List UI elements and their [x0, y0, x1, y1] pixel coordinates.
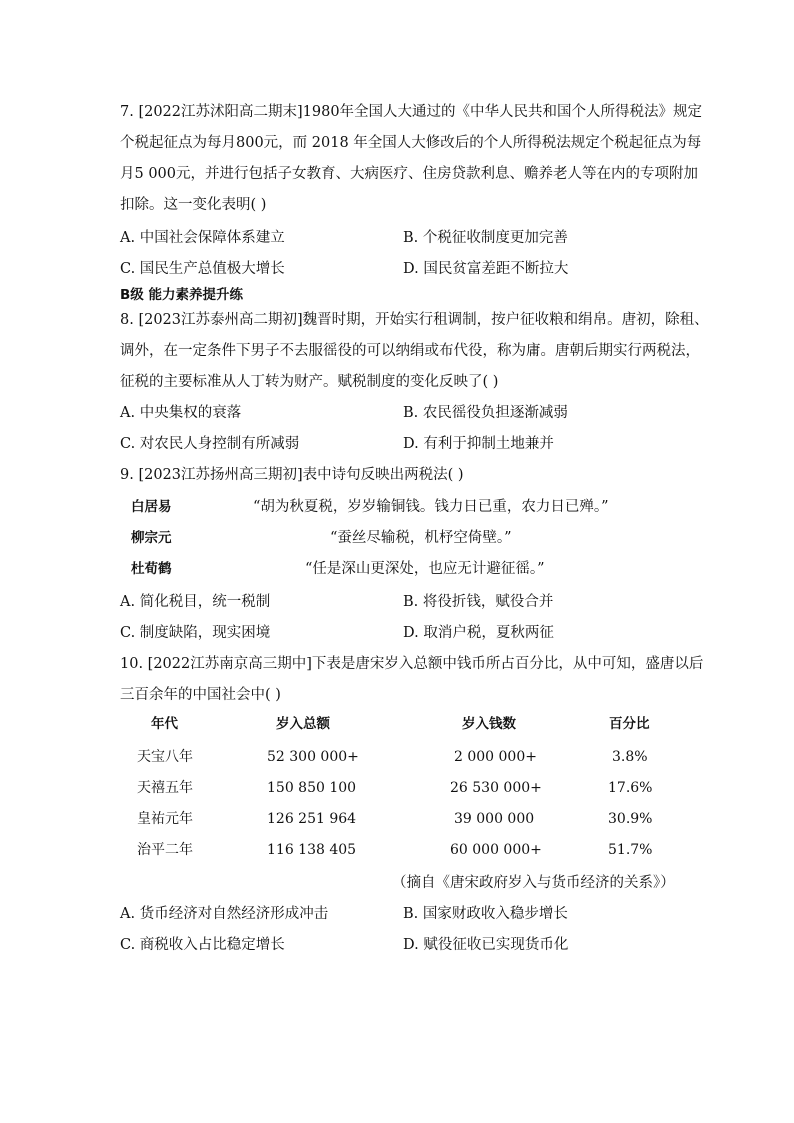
table-cell: 116 138 405	[267, 842, 357, 858]
table-cell: 150 850 100	[267, 780, 357, 796]
table-header-cell: 岁入钱数	[462, 716, 516, 732]
table-cell: 天禧五年	[137, 780, 193, 796]
section-heading: B级 能力素养提升练	[120, 287, 243, 303]
q8-stem-line-3: 征税的主要标准从人丁转为财产。赋税制度的变化反映了( )	[120, 374, 499, 390]
q7-option-c: C. 国民生产总值极大增长	[120, 261, 285, 277]
table-cell: 治平二年	[137, 842, 193, 858]
q10-option-a: A. 货币经济对自然经济形成冲击	[120, 906, 329, 922]
table-header-cell: 岁入总额	[276, 716, 330, 732]
poem-line: “胡为秋夏税，岁岁输铜钱。钱力日已重，农力日已殚。”	[253, 499, 609, 515]
q7-stem-line-2: 个税起征点为每月800元，而 2018 年全国人大修改后的个人所得税法规定个税起征点为每	[120, 135, 702, 151]
poem-author: 白居易	[131, 499, 172, 515]
q9-option-b: B. 将役折钱，赋役合并	[403, 594, 554, 610]
q10-option-b: B. 国家财政收入稳步增长	[403, 906, 568, 922]
q9-option-c: C. 制度缺陷，现实困境	[120, 625, 271, 641]
q7-option-a: A. 中国社会保障体系建立	[120, 230, 285, 246]
table-cell: 皇祐元年	[137, 811, 193, 827]
table-cell: 39 000 000	[454, 811, 535, 827]
q7-stem-line-4: 扣除。这一变化表明( )	[120, 197, 267, 213]
poem-author: 杜荀鹤	[131, 561, 172, 577]
table-cell: 30.9%	[608, 811, 653, 827]
table-cell: 2 000 000+	[454, 749, 537, 765]
q7-option-b: B. 个税征收制度更加完善	[403, 230, 568, 246]
q8-stem-line-2: 调外，在一定条件下男子不去服徭役的可以纳绢或布代役，称为庸。唐朝后期实行两税法，	[120, 343, 700, 359]
table-source-citation: （摘自《唐宋政府岁入与货币经济的关系》）	[392, 875, 675, 891]
q7-stem-line-3: 月5 000元，并进行包括子女教育、大病医疗、住房贷款利息、赡养老人等在内的专项附加	[120, 166, 699, 182]
q8-option-d: D. 有利于抑制土地兼并	[403, 436, 554, 452]
table-cell: 52 300 000+	[267, 749, 359, 765]
q10-option-c: C. 商税收入占比稳定增长	[120, 937, 285, 953]
poem-line: “任是深山更深处，也应无计避征徭。”	[305, 561, 545, 577]
table-cell: 26 530 000+	[450, 780, 542, 796]
q8-option-a: A. 中央集权的衰落	[120, 405, 242, 421]
q8-stem-line-1: 8. [2023江苏泰州高二期初]魏晋时期，开始实行租调制，按户征收粮和绢帛。唐初，除租、	[120, 312, 709, 328]
q9-stem: 9. [2023江苏扬州高三期初]表中诗句反映出两税法( )	[120, 467, 464, 483]
table-cell: 51.7%	[608, 842, 653, 858]
q10-stem-line-1: 10. [2022江苏南京高三期中]下表是唐宋岁入总额中钱币所占百分比，从中可知，盛唐以后	[120, 656, 704, 672]
table-cell: 17.6%	[608, 780, 653, 796]
table-header-cell: 年代	[151, 716, 178, 732]
table-header-cell: 百分比	[609, 716, 650, 732]
q9-option-d: D. 取消户税，夏秋两征	[403, 625, 554, 641]
poem-line: “蚕丝尽输税，机杼空倚壁。”	[330, 530, 512, 546]
poem-author: 柳宗元	[131, 530, 172, 546]
table-cell: 3.8%	[612, 749, 648, 765]
q10-option-d: D. 赋役征收已实现货币化	[403, 937, 569, 953]
table-cell: 天宝八年	[137, 749, 193, 765]
q8-option-c: C. 对农民人身控制有所减弱	[120, 436, 300, 452]
table-cell: 126 251 964	[267, 811, 357, 827]
q9-option-a: A. 简化税目，统一税制	[120, 594, 271, 610]
q7-option-d: D. 国民贫富差距不断拉大	[403, 261, 569, 277]
q7-stem-line-1: 7. [2022江苏沭阳高二期末]1980年全国人大通过的《中华人民共和国个人所得税法》规定	[120, 104, 703, 120]
table-cell: 60 000 000+	[450, 842, 542, 858]
q8-option-b: B. 农民徭役负担逐渐减弱	[403, 405, 568, 421]
q10-stem-line-2: 三百余年的中国社会中( )	[120, 687, 281, 703]
